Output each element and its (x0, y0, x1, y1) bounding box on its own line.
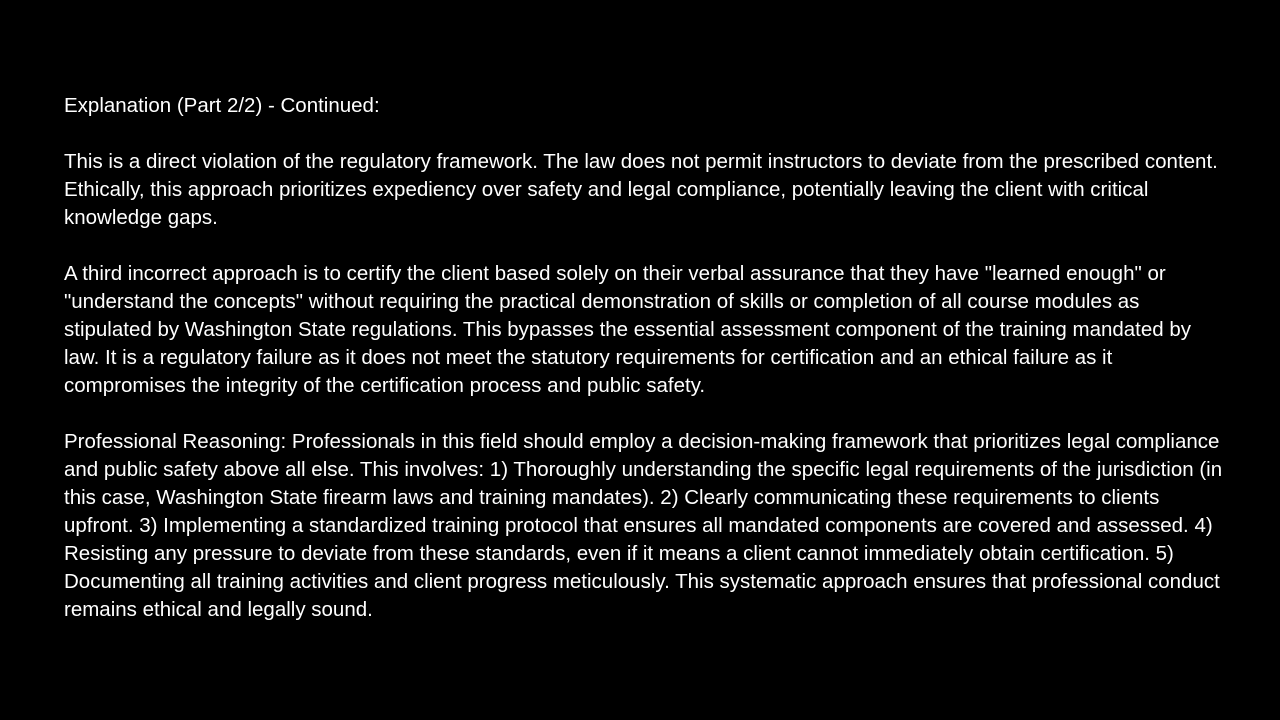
paragraph-regulatory-violation: This is a direct violation of the regulatory framework. The law does not permit instructors to deviate from the prescribed content. Ethically, this approach prioritizes expediency over safety and legal compliance, potentially leaving the client with critical knowledge gaps. (64, 150, 1218, 229)
paragraph-professional-reasoning: Professional Reasoning: Professionals in this field should employ a decision-making framework that prioritizes legal compliance and public safety above all else. This involves: 1) Thoroughly understanding the specific legal requirements of the jurisdiction (in this case, Washington State firearm laws and training mandates). 2) Clearly communicating these requirements to clients upfront. 3) Implementing a standardized training protocol that ensures all mandated components are covered and assessed. 4) Resisting any pressure to deviate from these standards, even if it means a client cannot immediately obtain certification. 5) Documenting all training activities and client progress meticulously. This systematic approach ensures that professional conduct remains ethical and legally sound. (64, 430, 1223, 621)
document-body (64, 92, 1224, 624)
section-heading: Explanation (Part 2/2) - Continued: (64, 94, 380, 117)
paragraph-third-incorrect-approach: A third incorrect approach is to certify the client based solely on their verbal assurance that they have "learned enough" or "understand the concepts" without requiring the practical demonstration of skills or completion of all course modules as stipulated by Washington State regulations. This bypasses the essential assessment component of the training mandated by law. It is a regulatory failure as it does not meet the statutory requirements for certification and an ethical failure as it compromises the integrity of the certification process and public safety. (64, 262, 1192, 397)
